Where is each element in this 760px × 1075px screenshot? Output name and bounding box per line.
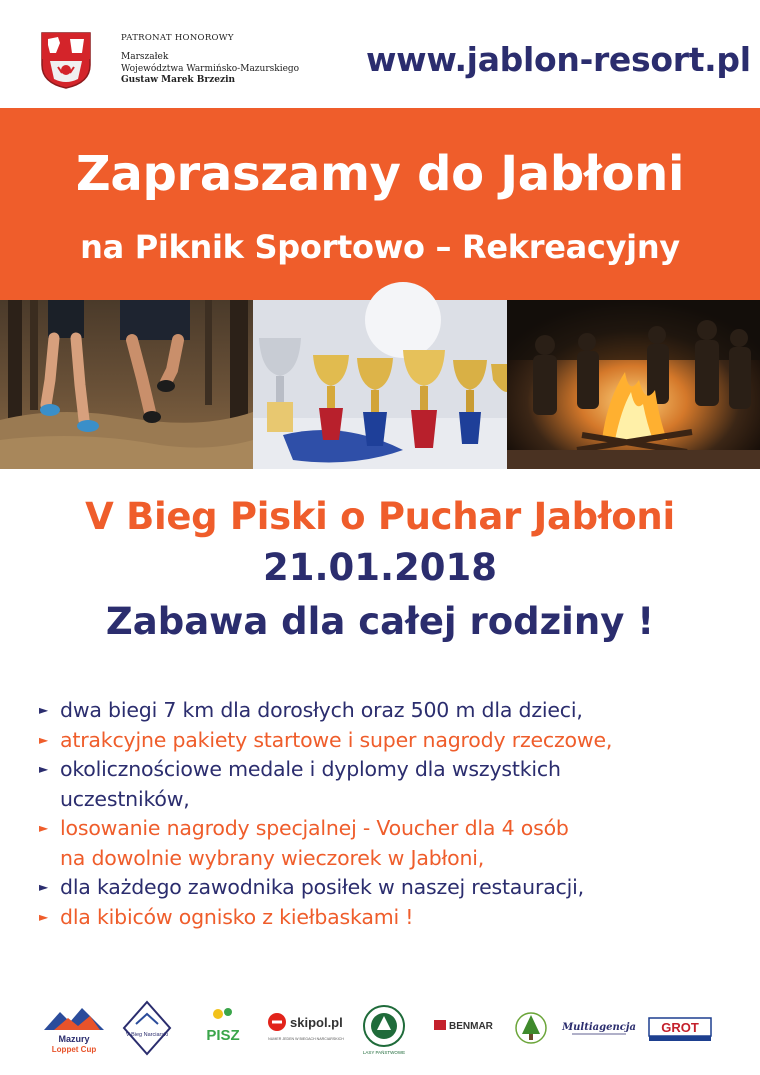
bullet-arrow-icon: ► [39,732,49,747]
skipol-logo [266,1000,346,1056]
list-item-continuation [38,785,738,815]
trophies-photo-icon [253,300,507,469]
skipol-text: skipol.pl [290,1015,343,1030]
mazury-loppet-cup-logo [40,1000,108,1056]
multiagencja-text: Multiagencja [562,1022,636,1033]
event-block [0,490,760,652]
list-item-text: dla kibiców ognisko z kiełbaskami ! [60,904,414,929]
event-date: 21.01.2018 [262,546,498,589]
patron-name: Gustaw Marek Brzezin [121,75,236,85]
bullet-arrow-icon: ► [39,762,49,776]
list-item-text: na dowolnie wybrany wieczorek w Jabłoni, [60,845,485,870]
patron-line-2: Województwa Warmińsko-Mazurskiego [121,63,300,74]
tree-emblem-logo [514,1000,548,1056]
invitation-banner [0,108,760,300]
list-item [38,903,738,933]
list-item [38,696,738,726]
list-item-text: uczestników, [60,786,190,811]
pisz-logo [202,1000,244,1056]
bullet-arrow-icon: ► [39,703,49,717]
list-item-text: dwa biegi 7 km dla dorosłych oraz 500 m dla dzieci, [60,698,583,722]
mazury-line1: Mazury [58,1034,90,1044]
list-item [38,814,738,844]
list-item-text: atrakcyjne pakiety startowe i super nagrody rzeczowe, [60,727,613,752]
bieg-text: V Bieg Narciarski [125,1032,169,1038]
runners-photo-icon [0,300,253,469]
benmar-logo [432,1000,496,1056]
bieg-narciarski-logo [122,1000,172,1056]
grot-text: GROT [661,1020,699,1035]
banner-subtitle: na Piknik Sportowo – Rekreacyjny [80,228,680,266]
banner-title: Zapraszamy do Jabłoni [75,146,685,202]
event-tagline: Zabawa dla całej rodziny ! [105,600,655,643]
list-item-text: dla każdego zawodnika posiłek w naszej restauracji, [60,875,584,899]
bullet-arrow-icon: ► [39,821,49,835]
list-item [38,873,738,903]
list-item-continuation [38,844,738,874]
multiagencja-logo [562,1000,636,1056]
patron-line-1: Marszałek [121,52,169,62]
coat-of-arms-icon [40,31,92,89]
lasy-panstwowe-logo [360,1000,408,1056]
benmar-text: BENMAR [449,1021,493,1032]
skipol-subtext: NUMER JEDEN W BIEGACH NARCIARSKICH [268,1037,344,1041]
sponsor-logos [0,1000,760,1060]
honorary-patronage [121,33,299,87]
event-title: V Bieg Piski o Puchar Jabłoni [85,495,675,538]
list-item [38,755,738,785]
pisz-text: PISZ [206,1027,240,1044]
bullet-arrow-icon: ► [39,880,49,894]
photo-strip [0,300,760,469]
patron-title: PATRONAT HONOROWY [121,33,234,43]
list-item-text: losowanie nagrody specjalnej - Voucher dla 4 osób [60,816,569,840]
grot-logo [646,1000,714,1056]
mazury-line2: Loppet Cup [51,1045,97,1054]
lasy-text: LASY PAŃSTWOWE [362,1050,406,1055]
website-link[interactable]: www.jablon-resort.pl [366,40,751,79]
header [0,0,760,108]
list-item [38,726,738,756]
attractions-list [38,696,738,932]
bonfire-photo-icon [507,300,760,469]
list-item-text: okolicznościowe medale i dyplomy dla wszystkich [60,757,561,781]
bullet-arrow-icon: ► [39,909,49,924]
